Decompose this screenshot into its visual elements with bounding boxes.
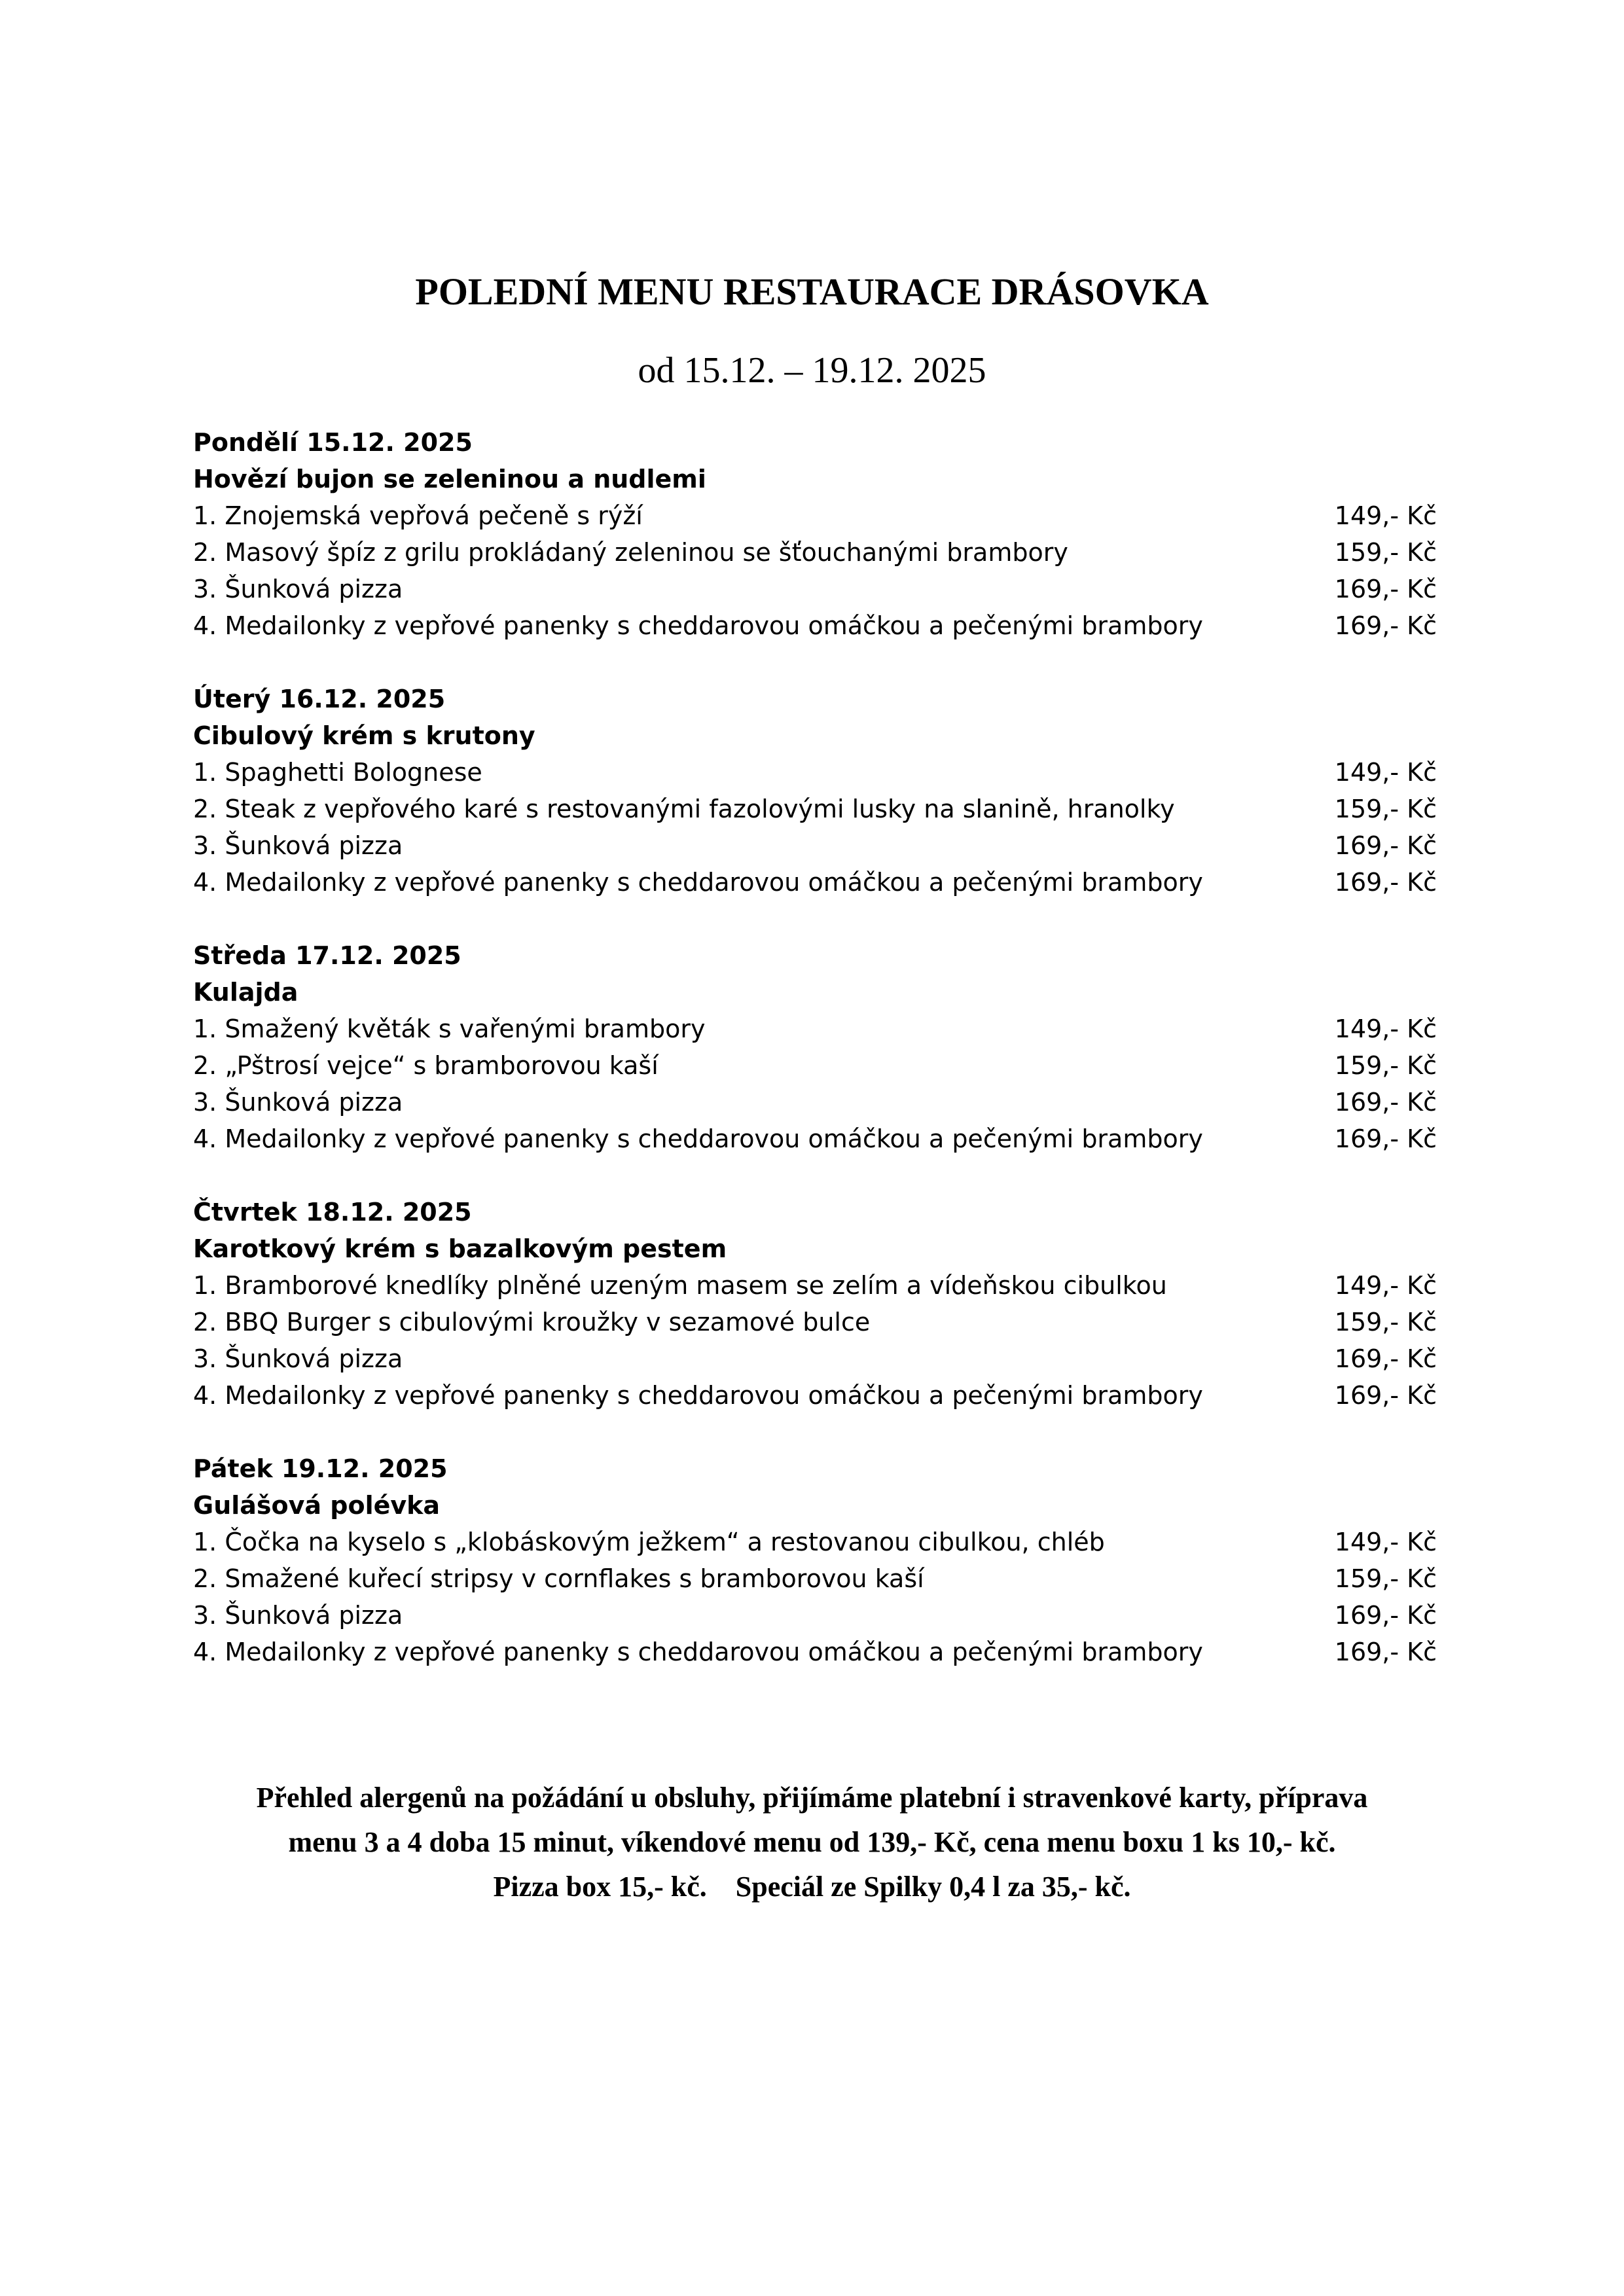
menu-item-price: 159,- Kč [1334, 1051, 1437, 1080]
menu-item [193, 1597, 1437, 1634]
menu-item [193, 571, 1437, 607]
day-thursday [193, 1194, 1437, 1414]
day-heading: Středa 17.12. 2025 [193, 941, 461, 970]
menu-item [193, 1560, 1437, 1597]
menu-item-name: 2. Smažené kuřecí stripsy v cornflakes s bramborovou kaší [193, 1564, 924, 1593]
menu-item-price: 159,- Kč [1334, 1564, 1437, 1593]
menu-item-price: 169,- Kč [1334, 575, 1437, 603]
footer-notice [0, 1776, 1624, 1909]
menu-item [193, 497, 1437, 534]
menu-item-name: 2. BBQ Burger s cibulovými kroužky v sezamové bulce [193, 1308, 871, 1336]
footer-line: Přehled alergenů na požádání u obsluhy, přijímáme platební i stravenkové karty, příprava [256, 1782, 1368, 1814]
menu-item-name: 3. Šunková pizza [193, 831, 403, 860]
weekly-menu [193, 424, 1437, 1707]
menu-item-name: 4. Medailonky z vepřové panenky s cheddarovou omáčkou a pečenými brambory [193, 1124, 1203, 1153]
menu-item [193, 754, 1437, 791]
menu-item [193, 1011, 1437, 1047]
menu-item [193, 607, 1437, 644]
menu-item [193, 827, 1437, 864]
menu-item-name: 1. Smažený květák s vařenými brambory [193, 1014, 706, 1043]
menu-item-price: 149,- Kč [1334, 758, 1437, 787]
menu-item-name: 4. Medailonky z vepřové panenky s cheddarovou omáčkou a pečenými brambory [193, 611, 1203, 640]
menu-item-name: 1. Spaghetti Bolognese [193, 758, 482, 787]
menu-item [193, 534, 1437, 571]
menu-item [193, 1267, 1437, 1304]
menu-item [193, 864, 1437, 901]
menu-item-name: 4. Medailonky z vepřové panenky s cheddarovou omáčkou a pečenými brambory [193, 868, 1203, 897]
menu-item [193, 791, 1437, 827]
soup-of-day: Cibulový krém s krutony [193, 721, 535, 750]
menu-item-name: 1. Čočka na kyselo s „klobáskovým ježkem“ a restovanou cibulkou, chléb [193, 1528, 1105, 1556]
menu-item-price: 149,- Kč [1334, 1271, 1437, 1300]
menu-item-name: 4. Medailonky z vepřové panenky s cheddarovou omáčkou a pečenými brambory [193, 1638, 1203, 1666]
menu-item-price: 169,- Kč [1334, 1124, 1437, 1153]
menu-item-price: 169,- Kč [1334, 1088, 1437, 1117]
menu-item-price: 149,- Kč [1334, 1528, 1437, 1556]
menu-item-price: 159,- Kč [1334, 538, 1437, 567]
menu-item-price: 169,- Kč [1334, 1381, 1437, 1410]
day-heading: Pondělí 15.12. 2025 [193, 428, 473, 457]
day-tuesday [193, 681, 1437, 901]
menu-item [193, 1634, 1437, 1670]
date-range: od 15.12. – 19.12. 2025 [638, 350, 986, 391]
day-friday [193, 1450, 1437, 1670]
day-heading: Pátek 19.12. 2025 [193, 1454, 448, 1483]
menu-item-name: 3. Šunková pizza [193, 1088, 403, 1117]
menu-item [193, 1121, 1437, 1157]
menu-item-name: 3. Šunková pizza [193, 1601, 403, 1630]
menu-item-name: 2. Steak z vepřového karé s restovanými fazolovými lusky na slanině, hranolky [193, 795, 1175, 823]
menu-item-name: 4. Medailonky z vepřové panenky s cheddarovou omáčkou a pečenými brambory [193, 1381, 1203, 1410]
menu-item-name: 3. Šunková pizza [193, 1344, 403, 1373]
menu-item-price: 149,- Kč [1334, 501, 1437, 530]
menu-item-price: 169,- Kč [1334, 831, 1437, 860]
footer-line: Pizza box 15,- kč. Speciál ze Spilky 0,4 l za 35,- kč. [493, 1871, 1131, 1903]
soup-of-day: Kulajda [193, 978, 298, 1007]
menu-item-price: 159,- Kč [1334, 1308, 1437, 1336]
soup-of-day: Karotkový krém s bazalkovým pestem [193, 1234, 727, 1263]
day-wednesday [193, 937, 1437, 1157]
menu-item [193, 1377, 1437, 1414]
day-monday [193, 424, 1437, 644]
menu-item-name: 1. Znojemská vepřová pečeně s rýží [193, 501, 643, 530]
day-heading: Čtvrtek 18.12. 2025 [193, 1198, 472, 1227]
menu-item-price: 159,- Kč [1334, 795, 1437, 823]
menu-item-price: 169,- Kč [1334, 1344, 1437, 1373]
page-title: POLEDNÍ MENU RESTAURACE DRÁSOVKA [415, 270, 1209, 313]
menu-item-name: 2. Masový špíz z grilu prokládaný zeleninou se šťouchanými brambory [193, 538, 1068, 567]
menu-item-name: 2. „Pštrosí vejce“ s bramborovou kaší [193, 1051, 659, 1080]
menu-item-price: 169,- Kč [1334, 1638, 1437, 1666]
footer-line: menu 3 a 4 doba 15 minut, víkendové menu od 139,- Kč, cena menu boxu 1 ks 10,- kč. [288, 1826, 1336, 1858]
menu-item-price: 149,- Kč [1334, 1014, 1437, 1043]
menu-item [193, 1340, 1437, 1377]
menu-item [193, 1084, 1437, 1121]
day-heading: Úterý 16.12. 2025 [193, 685, 446, 713]
soup-of-day: Gulášová polévka [193, 1491, 441, 1520]
menu-item-name: 3. Šunková pizza [193, 575, 403, 603]
menu-item-price: 169,- Kč [1334, 868, 1437, 897]
soup-of-day: Hovězí bujon se zeleninou a nudlemi [193, 465, 706, 493]
menu-item [193, 1304, 1437, 1340]
menu-item [193, 1047, 1437, 1084]
menu-item [193, 1524, 1437, 1560]
menu-item-price: 169,- Kč [1334, 611, 1437, 640]
menu-item-price: 169,- Kč [1334, 1601, 1437, 1630]
menu-item-name: 1. Bramborové knedlíky plněné uzeným masem se zelím a vídeňskou cibulkou [193, 1271, 1167, 1300]
